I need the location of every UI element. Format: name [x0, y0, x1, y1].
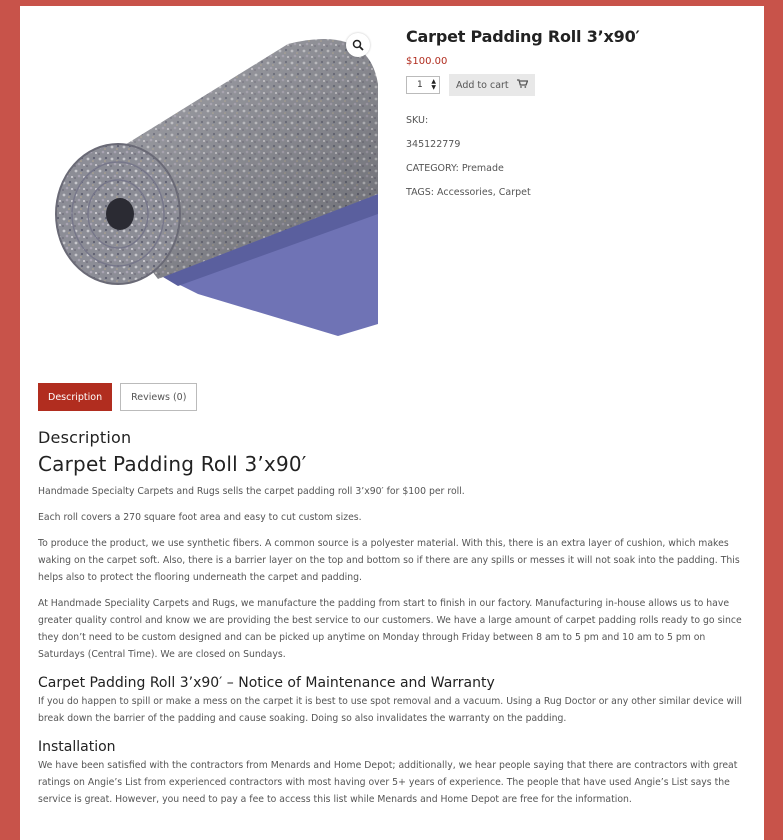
category-line [406, 164, 746, 174]
description-paragraph: Each roll covers a 270 square foot area and easy to cut custom sizes. [38, 512, 362, 523]
description-paragraph: To produce the product, we use synthetic fibers. A common source is a polyester material. With this, there is an extra layer of cushion, which makes waking on the carpet soft. Also, there is a barrier layer on the top and bottom so if there are any spills or messes it will not soak into the padding. This helps also to protect the flooring underneath the carpet and padding. [38, 538, 740, 583]
product-summary [406, 24, 746, 212]
tags-label: TAGS: [406, 187, 434, 198]
add-to-cart-button[interactable] [449, 74, 535, 96]
magnifier-icon [352, 39, 364, 51]
installation-paragraph: We have been satisfied with the contractors from Menards and Home Depot; additionally, we hear people saying that there are contractors with great ratings on Angie’s List from experienced contractors with most having over 5+ years of experience. The people that have used Angie’s List says the service is great. However, you need to pay a fee to access this list while Menards and Home Depot are free for the information. [38, 760, 738, 805]
description-paragraph: At Handmade Speciality Carpets and Rugs, we manufacture the padding from start to finish in our factory. Manufacturing in-house allows us to have greater quality control and know we are providing the best service to our customers. We have a large amount of carpet padding rolls ready to go since they don’t need to be custom designed and can be picked up anytime on Monday through Friday between 8 am to 5 pm and 10 am to 5 pm on Saturdays (Central Time). We are closed on Sundays. [38, 598, 742, 660]
product-tabs [38, 383, 197, 411]
tag-link[interactable]: Carpet [498, 187, 531, 198]
product-price: $100.00 [406, 56, 448, 67]
tag-link[interactable]: Accessories [437, 187, 493, 198]
quantity-stepper[interactable] [406, 76, 440, 94]
cart-icon [517, 79, 528, 91]
warranty-heading: Carpet Padding Roll 3’x90′ – Notice of Maintenance and Warranty [38, 675, 495, 691]
installation-heading: Installation [38, 739, 116, 755]
product-image [38, 24, 378, 336]
tab-description[interactable]: Description [38, 383, 112, 411]
description-panel [38, 428, 750, 817]
description-title: Carpet Padding Roll 3’x90′ [38, 452, 307, 476]
tab-reviews[interactable]: Reviews (0) [120, 383, 197, 411]
tags-line [406, 188, 746, 198]
add-to-cart-form [406, 74, 746, 96]
zoom-button[interactable] [346, 33, 370, 57]
product-page [20, 6, 764, 840]
category-label: CATEGORY: [406, 163, 459, 174]
sku-label: SKU: [406, 115, 429, 126]
product-title: Carpet Padding Roll 3’x90′ [406, 27, 640, 46]
description-paragraph: Handmade Specialty Carpets and Rugs sells the carpet padding roll 3’x90′ for $100 per roll. [38, 486, 465, 497]
warranty-paragraph: If you do happen to spill or make a mess on the carpet it is best to use spot removal and a vacuum. Using a Rug Doctor or any other similar device will break down the barrier of the padding and cause soaking. Doing so also invalidates the warranty on the padding. [38, 696, 742, 724]
quantity-value[interactable]: 1 [417, 80, 423, 90]
description-heading: Description [38, 428, 132, 447]
category-link[interactable]: Premade [461, 163, 504, 174]
stepper-arrows-icon[interactable]: ▲ ▼ [431, 78, 436, 91]
tag-separator: , [492, 187, 496, 198]
product-gallery[interactable] [38, 24, 378, 336]
add-to-cart-label: Add to cart [456, 79, 509, 91]
sku-value: 345122779 [406, 139, 461, 150]
